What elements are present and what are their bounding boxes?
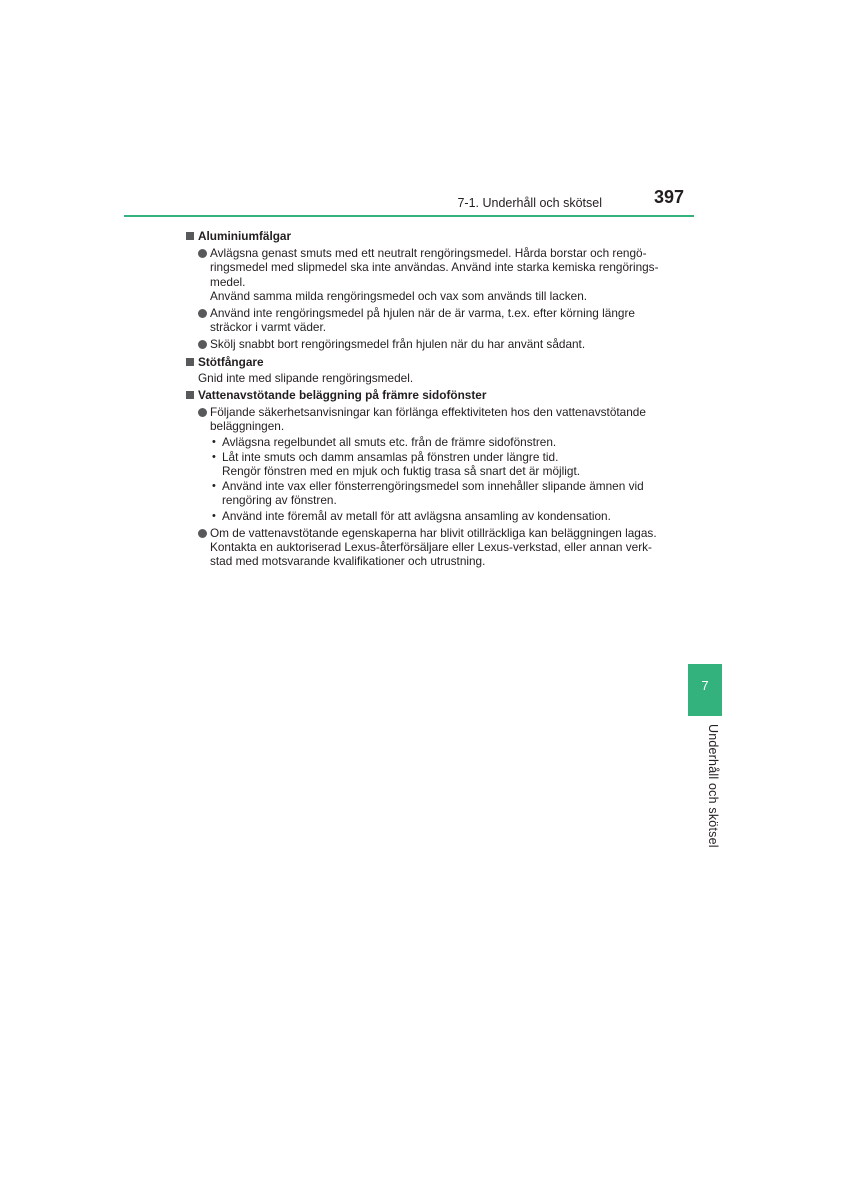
heading-bumper [186,355,664,369]
small-dot-icon: • [212,450,216,463]
sub-list-item-text: Låt inte smuts och damm ansamlas på fönstren under längre tid. [222,449,559,464]
list-item-text: beläggningen. [210,419,285,434]
list-item-text: stad med motsvarande kvalifikationer och utrustning. [210,554,486,569]
list-item-text: Följande säkerhetsanvisningar kan förlänga effektiviteten hos den vattenavstötande [210,405,646,420]
sub-list-item-text: Avlägsna regelbundet all smuts etc. från de främre sidofönstren. [222,434,557,449]
sub-list-item [186,450,664,478]
list-item [186,526,664,569]
circle-bullet-icon [198,529,207,538]
small-dot-icon: • [212,435,216,448]
paragraph: Gnid inte med slipande rengöringsmedel. [198,370,414,385]
small-dot-icon: • [212,480,216,493]
list-item-text: ringsmedel med slipmedel ska inte användas. Använd inte starka kemiska rengörings- [210,260,659,275]
section-title: 7-1. Underhåll och skötsel [457,196,602,210]
list-item-text: Om de vattenavstötande egenskaperna har blivit otillräckliga kan beläggningen lagas. [210,525,657,540]
circle-bullet-icon [198,249,207,258]
square-bullet-icon [186,391,194,399]
list-item-text: Använd inte rengöringsmedel på hjulen när de är varma, t.ex. efter körning längre [210,306,635,321]
sub-list-item [186,509,664,523]
page-header [124,189,694,217]
heading-text: Vattenavstötande beläggning på främre sidofönster [198,388,487,403]
list-item-text: Avlägsna genast smuts med ett neutralt rengöringsmedel. Hårda borstar och rengö- [210,246,647,261]
sub-list-item-text: Använd inte vax eller fönsterrengöringsmedel som innehåller slipande ämnen vid [222,479,644,494]
square-bullet-icon [186,232,194,240]
list-item [186,246,664,303]
circle-bullet-icon [198,340,207,349]
list-item-text: Skölj snabbt bort rengöringsmedel från hjulen när du har använt sådant. [210,337,586,352]
sub-list-item-text: Använd inte föremål av metall för att avlägsna ansamling av kondensation. [222,508,611,523]
chapter-tab [688,664,722,716]
sub-list-item-text: Rengör fönstren med en mjuk och fuktig trasa så snart det är möjligt. [222,464,581,479]
list-item-text: Kontakta en auktoriserad Lexus-återförsäljare eller Lexus-verkstad, eller annan verk- [210,540,652,555]
list-item [186,337,664,351]
chapter-number: 7 [701,678,709,693]
list-item-text: sträckor i varmt väder. [210,320,327,335]
list-item-text: medel. [210,274,246,289]
circle-bullet-icon [198,408,207,417]
small-dot-icon: • [212,509,216,522]
list-item-text: Använd samma milda rengöringsmedel och vax som används till lacken. [210,288,588,303]
page-number: 397 [653,187,684,207]
header-rule [124,215,694,217]
list-item [186,306,664,334]
heading-text: Aluminiumfälgar [198,229,292,243]
heading-aluminium [186,229,664,243]
sub-list-item-text: rengöring av fönstren. [222,493,337,508]
sub-list-item [186,435,664,449]
sub-list-item [186,479,664,507]
heading-text: Stötfångare [198,354,264,369]
chapter-label: Underhåll och skötsel [706,724,720,848]
circle-bullet-icon [198,309,207,318]
heading-coating [186,388,664,402]
page-content [186,226,664,568]
square-bullet-icon [186,358,194,366]
list-item [186,405,664,433]
